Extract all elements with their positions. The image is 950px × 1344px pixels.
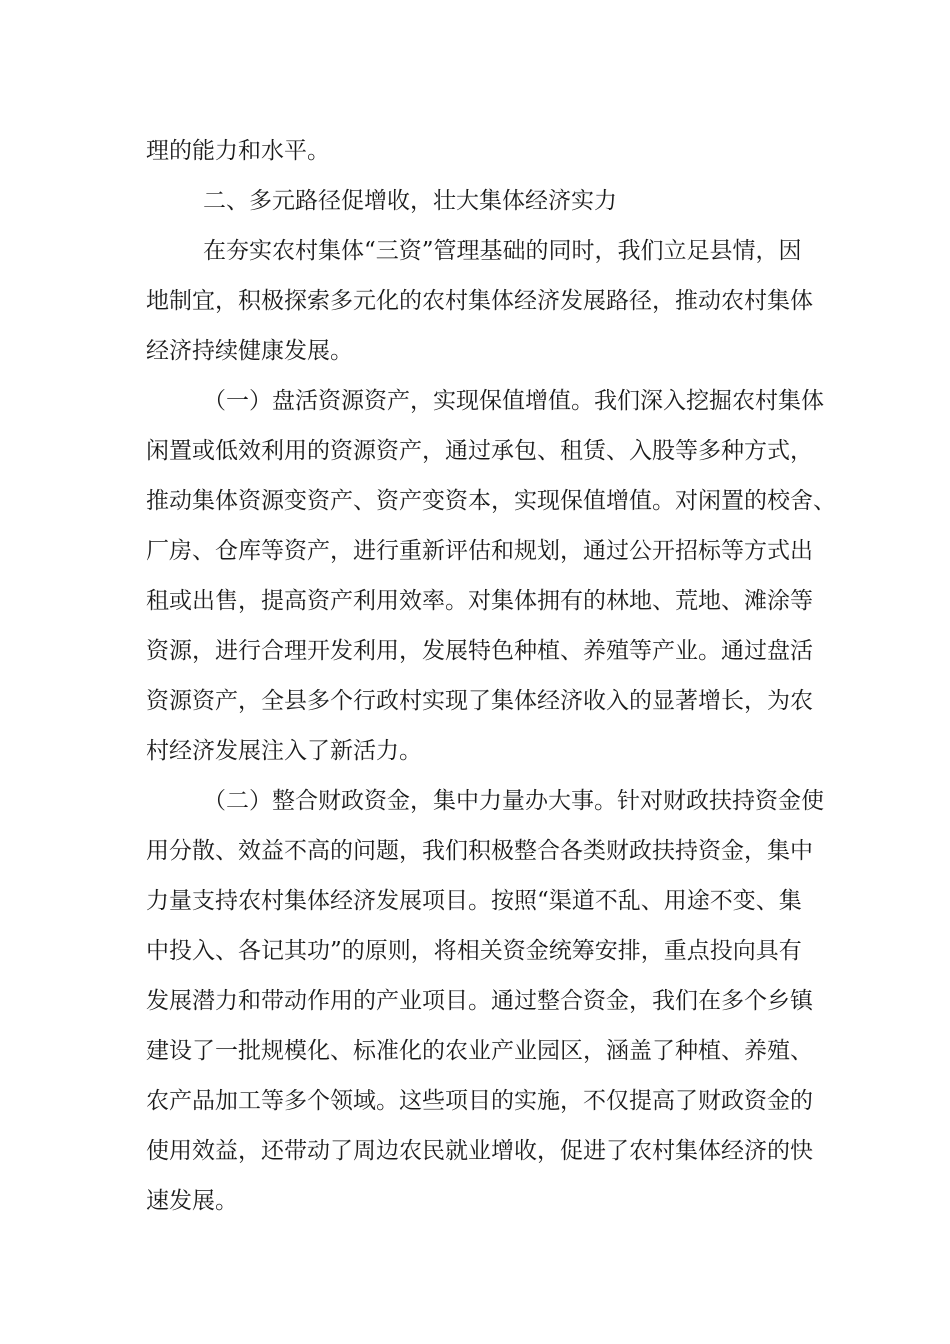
text-line: 使用效益，还带动了周边农民就业增收，促进了农村集体经济的快 xyxy=(146,1138,813,1164)
text-line: 厂房、仓库等资产，进行重新评估和规划，通过公开招标等方式出 xyxy=(146,538,813,564)
text-line: 在夯实农村集体“三资”管理基础的同时，我们立足县情，因 xyxy=(203,238,802,264)
text-line: 村经济发展注入了新活力。 xyxy=(146,738,422,764)
text-line: 推动集体资源变资产、资产变资本，实现保值增值。对闲置的校舍、 xyxy=(146,488,836,514)
text-line: 地制宜，积极探索多元化的农村集体经济发展路径，推动农村集体 xyxy=(146,288,813,314)
subsection-line: （二）整合财政资金，集中力量办大事。针对财政扶持资金使 xyxy=(203,788,824,814)
section-heading: 二、多元路径促增收，壮大集体经济实力 xyxy=(203,188,617,214)
text-line: 理的能力和水平。 xyxy=(146,138,330,164)
text-line: 速发展。 xyxy=(146,1188,238,1214)
text-line: 经济持续健康发展。 xyxy=(146,338,353,364)
text-line: 力量支持农村集体经济发展项目。按照“渠道不乱、用途不变、集 xyxy=(146,888,802,914)
text-line: 发展潜力和带动作用的产业项目。通过整合资金，我们在多个乡镇 xyxy=(146,988,813,1014)
text-line: 资源资产，全县多个行政村实现了集体经济收入的显著增长，为农 xyxy=(146,688,813,714)
text-line: 闲置或低效利用的资源资产，通过承包、租赁、入股等多种方式， xyxy=(146,438,813,464)
text-line: 中投入、各记其功”的原则，将相关资金统筹安排，重点投向具有 xyxy=(146,938,802,964)
text-line: 资源，进行合理开发利用，发展特色种植、养殖等产业。通过盘活 xyxy=(146,638,813,664)
text-line: 建设了一批规模化、标准化的农业产业园区，涵盖了种植、养殖、 xyxy=(146,1038,813,1064)
subsection-line: （一）盘活资源资产，实现保值增值。我们深入挖掘农村集体 xyxy=(203,388,824,414)
text-line: 农产品加工等多个领域。这些项目的实施，不仅提高了财政资金的 xyxy=(146,1088,813,1114)
text-line: 租或出售，提高资产利用效率。对集体拥有的林地、荒地、滩涂等 xyxy=(146,588,813,614)
text-line: 用分散、效益不高的问题，我们积极整合各类财政扶持资金，集中 xyxy=(146,838,813,864)
